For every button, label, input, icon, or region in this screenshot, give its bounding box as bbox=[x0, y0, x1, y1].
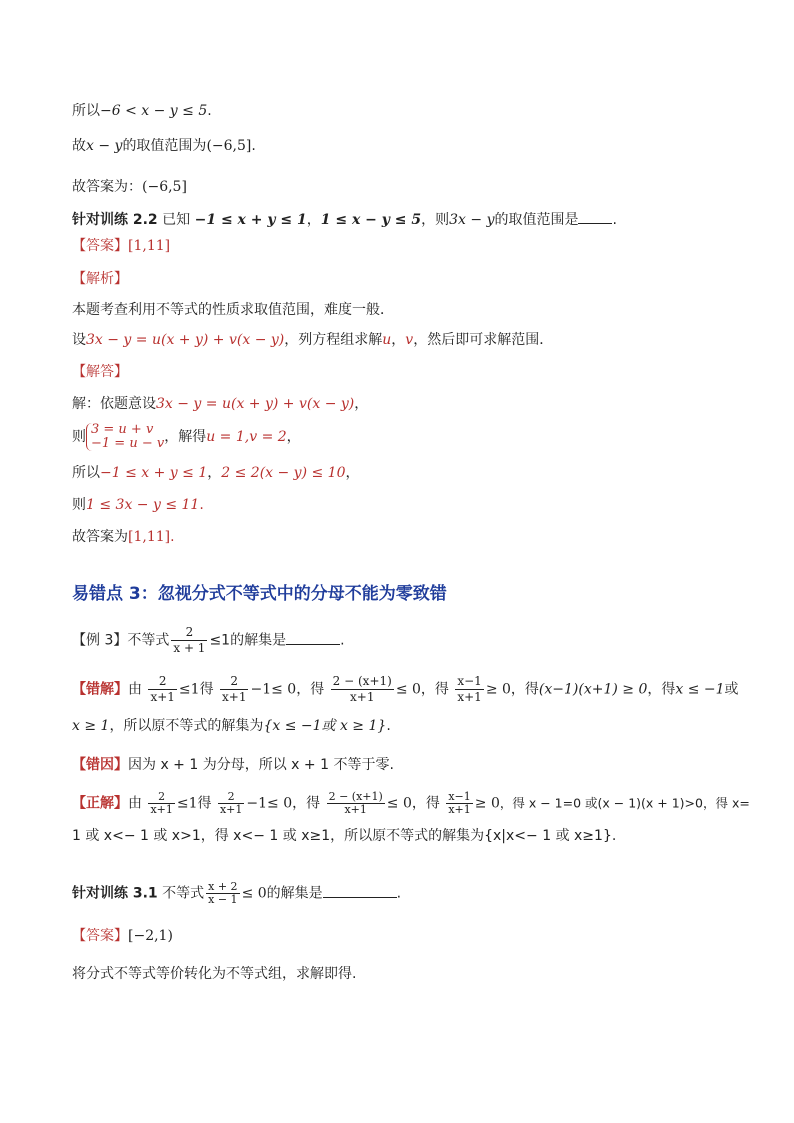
section-heading-3: 易错点 3：忽视分式不等式中的分母不能为零致错 bbox=[72, 584, 447, 604]
fraction: $\frac{2}{x+1}$ bbox=[150, 790, 173, 816]
line-1: 所以−6 < x − y ≤ 5. bbox=[72, 103, 212, 119]
wrong-solution-line-2: x ≥ 1，所以原不等式的解集为{x ≤ −1或 x ≥ 1}. bbox=[72, 718, 391, 734]
analysis-text-1: 本题考查利用不等式的性质求取值范围，难度一般． bbox=[72, 302, 394, 318]
example-3: 【例 3】不等式 $\frac{2}{x + 1}$ ≤1的解集是 . bbox=[72, 625, 345, 655]
line-3: 故答案为：(−6,5] bbox=[72, 179, 187, 195]
answer-blank bbox=[323, 897, 397, 898]
correct-solution-line-1: 【正解】由 $\frac{2}{x+1}$ ≤1得 $\frac{2}{x+1}$ −1≤ 0，得 $\frac{2 - (x+1)}{x+1}$ ≤ 0，得 $\frac{x-1}{x+1}$ ≥ 0，得 x − 1=0 或(x − 1)(x + 1)>0，得 x= bbox=[72, 790, 750, 816]
fraction: $\frac{x-1}{x+1}$ bbox=[457, 674, 482, 704]
solution-label: 【解答】 bbox=[72, 364, 128, 380]
analysis-text-2: 设3x − y = u(x + y) + v(x − y)，列方程组求解u，v，然后即可求解范围． bbox=[72, 332, 554, 348]
fraction: $\frac{x-1}{x+1}$ bbox=[448, 790, 471, 816]
analysis-label: 【解析】 bbox=[72, 271, 128, 287]
solution-step-2: 则 3 = u + v −1 = u − v ，解得u = 1,v = 2， bbox=[72, 422, 301, 451]
practice-3-1-answer: 【答案】[−2,1) bbox=[72, 928, 173, 944]
solution-step-4: 则1 ≤ 3x − y ≤ 11. bbox=[72, 497, 204, 513]
correct-solution-line-2: 1 或 x<− 1 或 x>1，得 x<− 1 或 x≥1，所以原不等式的解集为{x|x<− 1 或 x≥1}. bbox=[72, 828, 617, 844]
error-reason: 【错因】因为 x + 1 为分母，所以 x + 1 不等于零. bbox=[72, 757, 394, 773]
fraction: $\frac{2 - (x+1)}{x+1}$ bbox=[328, 790, 383, 816]
practice-2-2-question: 针对训练 2.2 已知 −1 ≤ x + y ≤ 1，1 ≤ x − y ≤ 5，则3x − y的取值范围是 . bbox=[72, 212, 617, 228]
answer-blank bbox=[286, 644, 340, 645]
practice-3-1-question: 针对训练 3.1 不等式 $\frac{x + 2}{x - 1}$ ≤ 0的解集是 . bbox=[72, 880, 402, 906]
solution-step-5: 故答案为[1,11]. bbox=[72, 529, 175, 545]
fraction: $\frac{2}{x+1}$ bbox=[219, 790, 243, 816]
fraction: $\frac{2}{x+1}$ bbox=[150, 674, 175, 704]
answer-line: 【答案】[1,11] bbox=[72, 238, 171, 254]
fraction: $\frac{x + 2}{x - 1}$ bbox=[208, 880, 238, 906]
line-2: 故x − y的取值范围为(−6,5]. bbox=[72, 138, 256, 154]
answer-blank bbox=[578, 223, 612, 224]
fraction: $\frac{2 - (x+1)}{x+1}$ bbox=[332, 674, 392, 704]
wrong-solution-line-1: 【错解】由 $\frac{2}{x+1}$ ≤1得 $\frac{2}{x+1}$ −1≤ 0，得 $\frac{2 - (x+1)}{x+1}$ ≤ 0，得 $\frac{x-1}{x+1}$ ≥ 0，得(x−1)(x+1) ≥ 0，得x ≤ −1或 bbox=[72, 674, 739, 704]
equation-system: 3 = u + v −1 = u − v bbox=[86, 423, 164, 451]
solution-step-3: 所以−1 ≤ x + y ≤ 1，2 ≤ 2(x − y) ≤ 10， bbox=[72, 465, 360, 481]
practice-3-1-note: 将分式不等式等价转化为不等式组，求解即得. bbox=[72, 966, 357, 982]
fraction: $\frac{2}{x+1}$ bbox=[222, 674, 247, 704]
solution-step-1: 解：依题意设3x − y = u(x + y) + v(x − y)， bbox=[72, 396, 369, 412]
fraction: $\frac{2}{x + 1}$ bbox=[173, 625, 206, 655]
